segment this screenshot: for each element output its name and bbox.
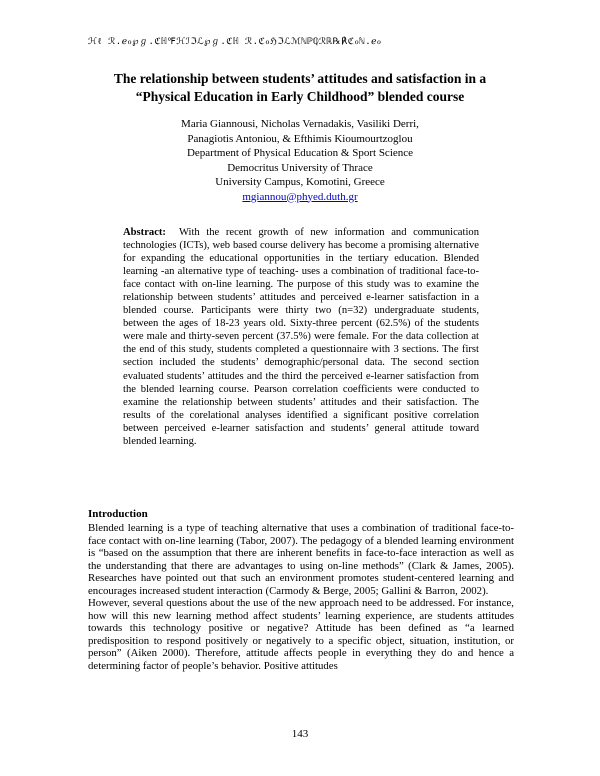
introduction-paragraph-1: Blended learning is a type of teaching alternative that uses a combination of traditional face-to-face contact with on-line learning (Tabor, 2007). The pedagogy of a blended learning environment is “based on the assumption that there are inherent benefits in face-to-face interaction as well as the understanding that there are advantages to using on-line methods” (Clark & James, 2005). Researches have pointed out that such an environment promotes student-centered learning and encourages increased student interaction (Carmody & Berge, 2005; Gallini & Barron, 2002). (88, 522, 514, 597)
introduction-body (88, 522, 514, 673)
author-campus: University Campus, Komotini, Greece (215, 176, 385, 188)
author-names-line-1: Maria Giannousi, Nicholas Vernadakis, Vasiliki Derri, (181, 118, 419, 130)
running-header: ℋℓ ℛ.ℯℴ℘ℊ.ℭℍ℉ℋℐℑℒ℘ℊ.ℭℍ ℛ.ℭℴℌℑℒℳℕℙℚℛℝ℞℟ℭℴℕ.ℯℴ (88, 37, 382, 47)
title-line-2: “Physical Education in Early Childhood” blended course (135, 89, 465, 104)
author-email-link[interactable]: mgiannou@phyed.duth.gr (242, 190, 358, 203)
author-university: Democritus University of Thrace (227, 161, 373, 174)
introduction-heading: Introduction (88, 508, 148, 520)
paper-title (60, 70, 540, 106)
author-block (100, 117, 500, 204)
introduction-paragraph-2: However, several questions about the use of the new approach need to be addressed. For instance, how will this new learning method affect students’ learning experience, are students attitudes towards this technology positive or negative? Attitude has been defined as “a learned predisposition to respond positively or negatively to a specific object, situation, institution, or person” (Aiken 2000). Therefore, attitude affects people in everything they do and hence a determining factor of people’s behavior. Positive attitudes (88, 597, 514, 673)
abstract-label: Abstract: (123, 227, 166, 238)
author-names-line-2: Panagiotis Antoniou, & Efthimis Kioumourtzoglou (187, 132, 413, 145)
title-line-1: The relationship between students’ attitudes and satisfaction in a (113, 71, 487, 86)
abstract-text: With the recent growth of new information and communication technologies (ICTs), web based course delivery has become a promising alternative for expanding the educational opportunities in the tertiary education. Blended learning -an alternative type of teaching- uses a combination of traditional face-to-face contact with on-line learning. The purpose of this study was to examine the relationship between students’ attitudes and perceived e-learner satisfaction in a blended course. Participants were thirty two (n=32) undergraduate students, between the ages of 18-23 years old. Sixty-three percent (62.5%) of the students were male and thirty-seven percent (37.5%) were female. For the data collection at the end of this study, students completed a questionnaire with 3 sections. The first section included the students’ demographic/personal data. The second section evaluated students’ attitudes and the third the perceived e-learner satisfaction from the blended learning course. Pearson correlation coefficients were conducted to examine the relationship between students’ attitudes and their satisfaction. The results of the corelational analyses identified a significant positive correlation between perceived e-learner satisfaction and students’ general attitude toward blended learning. (123, 227, 479, 447)
page-number: 143 (291, 728, 309, 740)
abstract (123, 226, 479, 448)
author-department: Department of Physical Education & Sport Science (186, 147, 414, 159)
